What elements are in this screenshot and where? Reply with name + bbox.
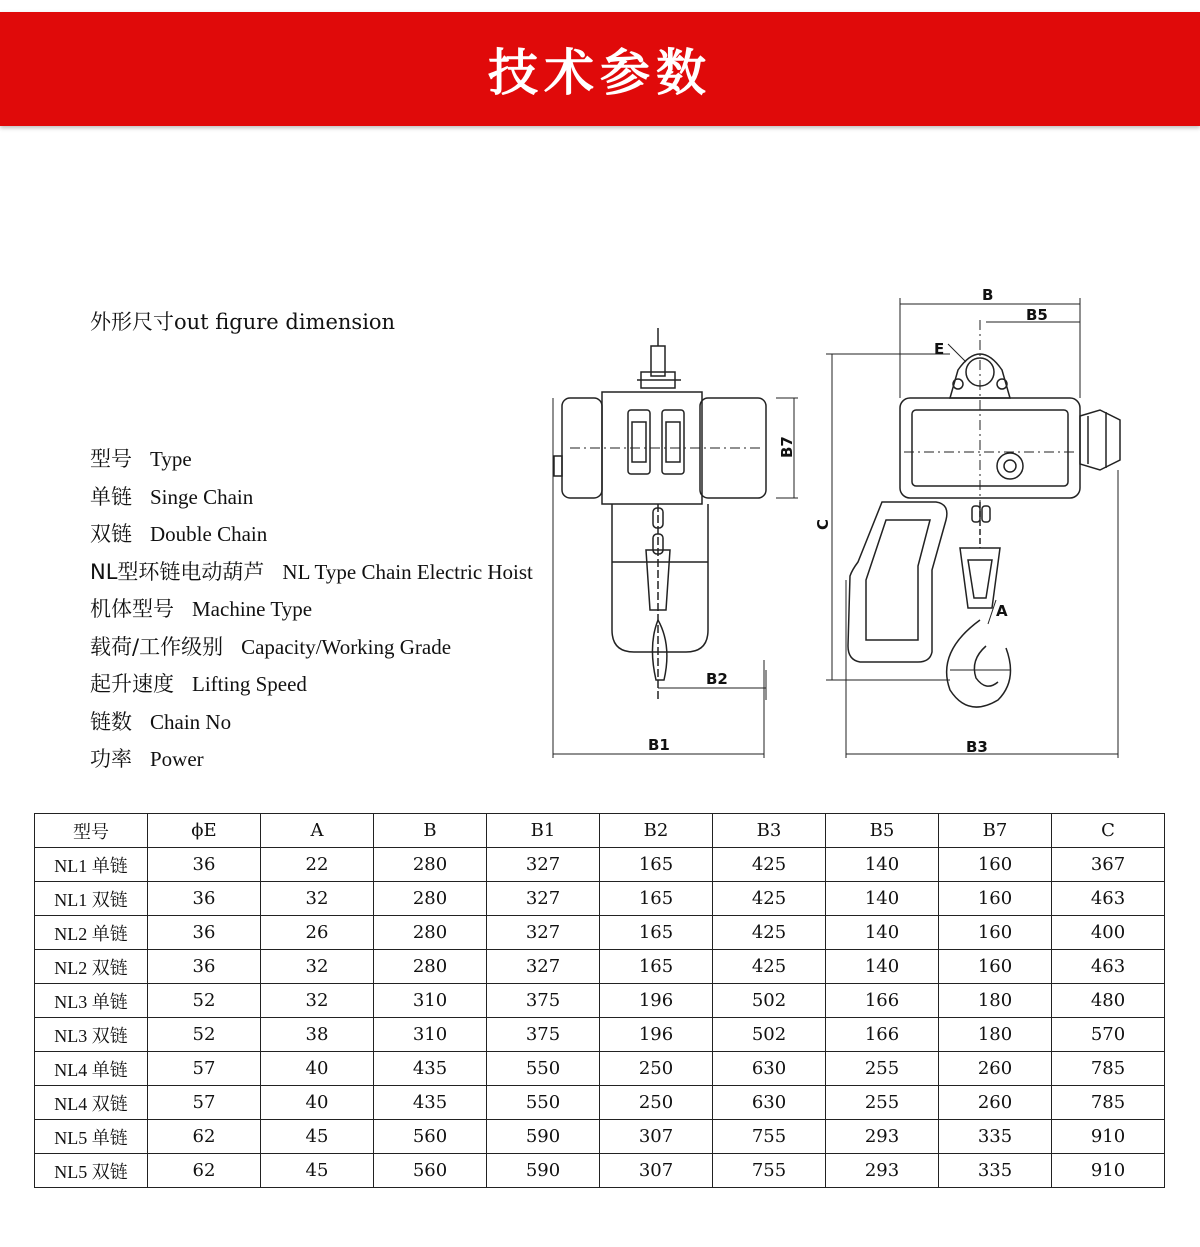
value-cell: 367 <box>1052 848 1165 882</box>
column-header: B <box>374 814 487 848</box>
value-cell: 327 <box>487 916 600 950</box>
banner-title: 技术参数 <box>488 44 712 102</box>
value-cell: 590 <box>487 1154 600 1188</box>
value-cell: 36 <box>148 882 261 916</box>
value-cell: 435 <box>374 1052 487 1086</box>
value-cell: 160 <box>939 882 1052 916</box>
value-cell: 293 <box>826 1120 939 1154</box>
value-cell: 280 <box>374 848 487 882</box>
value-cell: 36 <box>148 950 261 984</box>
dim-label-e: E <box>934 340 945 358</box>
value-cell: 62 <box>148 1120 261 1154</box>
type-cell: NL5 双链 <box>35 1154 148 1188</box>
column-header: B5 <box>826 814 939 848</box>
value-cell: 40 <box>261 1086 374 1120</box>
type-cell: NL1 单链 <box>35 848 148 882</box>
legend-item: 双链 Double Chain <box>90 522 268 546</box>
value-cell: 165 <box>600 950 713 984</box>
table-row <box>35 950 1165 984</box>
value-cell: 250 <box>600 1086 713 1120</box>
value-cell: 165 <box>600 882 713 916</box>
value-cell: 280 <box>374 916 487 950</box>
value-cell: 140 <box>826 916 939 950</box>
value-cell: 327 <box>487 882 600 916</box>
value-cell: 140 <box>826 882 939 916</box>
value-cell: 307 <box>600 1154 713 1188</box>
value-cell: 435 <box>374 1086 487 1120</box>
legend-item: 机体型号 Machine Type <box>90 597 313 621</box>
legend-item: 起升速度 Lifting Speed <box>90 672 307 696</box>
value-cell: 165 <box>600 848 713 882</box>
dim-label-b7: B7 <box>778 436 796 458</box>
legend-item: 单链 Singe Chain <box>90 484 254 509</box>
type-cell: NL4 双链 <box>35 1086 148 1120</box>
column-header: B3 <box>713 814 826 848</box>
value-cell: 40 <box>261 1052 374 1086</box>
value-cell: 32 <box>261 882 374 916</box>
value-cell: 502 <box>713 1018 826 1052</box>
value-cell: 375 <box>487 1018 600 1052</box>
value-cell: 550 <box>487 1052 600 1086</box>
value-cell: 560 <box>374 1154 487 1188</box>
value-cell: 400 <box>1052 916 1165 950</box>
table-body <box>35 848 1165 1188</box>
value-cell: 62 <box>148 1154 261 1188</box>
value-cell: 165 <box>600 916 713 950</box>
value-cell: 630 <box>713 1086 826 1120</box>
value-cell: 375 <box>487 984 600 1018</box>
value-cell: 425 <box>713 848 826 882</box>
type-cell: NL3 单链 <box>35 984 148 1018</box>
value-cell: 250 <box>600 1052 713 1086</box>
legend-item: NL型环链电动葫芦 NL Type Chain Electric Hoist <box>90 559 533 584</box>
value-cell: 38 <box>261 1018 374 1052</box>
value-cell: 160 <box>939 950 1052 984</box>
table-row <box>35 1086 1165 1120</box>
value-cell: 255 <box>826 1086 939 1120</box>
value-cell: 570 <box>1052 1018 1165 1052</box>
hoist-front-view <box>553 328 798 758</box>
value-cell: 293 <box>826 1154 939 1188</box>
value-cell: 425 <box>713 950 826 984</box>
value-cell: 280 <box>374 950 487 984</box>
value-cell: 425 <box>713 916 826 950</box>
dim-label-b1: B1 <box>648 736 670 754</box>
value-cell: 480 <box>1052 984 1165 1018</box>
value-cell: 52 <box>148 984 261 1018</box>
column-header: A <box>261 814 374 848</box>
column-header: B1 <box>487 814 600 848</box>
value-cell: 166 <box>826 984 939 1018</box>
table-row <box>35 1154 1165 1188</box>
legend-item: 链数 Chain No <box>90 709 232 734</box>
value-cell: 22 <box>261 848 374 882</box>
value-cell: 755 <box>713 1120 826 1154</box>
value-cell: 32 <box>261 984 374 1018</box>
table-row <box>35 1120 1165 1154</box>
value-cell: 335 <box>939 1154 1052 1188</box>
value-cell: 45 <box>261 1154 374 1188</box>
value-cell: 310 <box>374 1018 487 1052</box>
value-cell: 255 <box>826 1052 939 1086</box>
value-cell: 463 <box>1052 950 1165 984</box>
table-row <box>35 916 1165 950</box>
column-header: B2 <box>600 814 713 848</box>
value-cell: 910 <box>1052 1154 1165 1188</box>
type-cell: NL2 双链 <box>35 950 148 984</box>
value-cell: 463 <box>1052 882 1165 916</box>
value-cell: 560 <box>374 1120 487 1154</box>
value-cell: 36 <box>148 916 261 950</box>
value-cell: 45 <box>261 1120 374 1154</box>
dim-label-b2: B2 <box>706 670 728 688</box>
value-cell: 550 <box>487 1086 600 1120</box>
type-cell: NL5 单链 <box>35 1120 148 1154</box>
value-cell: 26 <box>261 916 374 950</box>
table-row <box>35 1052 1165 1086</box>
value-cell: 425 <box>713 882 826 916</box>
hoist-side-view <box>826 298 1120 758</box>
value-cell: 502 <box>713 984 826 1018</box>
column-header: B7 <box>939 814 1052 848</box>
value-cell: 180 <box>939 1018 1052 1052</box>
dim-label-b3: B3 <box>966 738 988 756</box>
value-cell: 785 <box>1052 1052 1165 1086</box>
value-cell: 52 <box>148 1018 261 1052</box>
legend-list <box>90 442 533 780</box>
value-cell: 630 <box>713 1052 826 1086</box>
value-cell: 57 <box>148 1086 261 1120</box>
value-cell: 327 <box>487 950 600 984</box>
spec-table <box>34 813 1165 1188</box>
type-cell: NL1 双链 <box>35 882 148 916</box>
value-cell: 310 <box>374 984 487 1018</box>
value-cell: 57 <box>148 1052 261 1086</box>
value-cell: 140 <box>826 848 939 882</box>
value-cell: 36 <box>148 848 261 882</box>
table-row <box>35 848 1165 882</box>
value-cell: 196 <box>600 984 713 1018</box>
column-header: ϕE <box>148 814 261 848</box>
value-cell: 32 <box>261 950 374 984</box>
value-cell: 160 <box>939 848 1052 882</box>
column-header: 型号 <box>35 814 148 848</box>
value-cell: 327 <box>487 848 600 882</box>
column-header: C <box>1052 814 1165 848</box>
dim-label-a: A <box>996 602 1008 620</box>
table-row <box>35 984 1165 1018</box>
type-cell: NL2 单链 <box>35 916 148 950</box>
value-cell: 307 <box>600 1120 713 1154</box>
value-cell: 180 <box>939 984 1052 1018</box>
table-header-row <box>35 814 1165 848</box>
type-cell: NL3 双链 <box>35 1018 148 1052</box>
value-cell: 335 <box>939 1120 1052 1154</box>
value-cell: 280 <box>374 882 487 916</box>
value-cell: 590 <box>487 1120 600 1154</box>
legend-item: 载荷/工作级别 Capacity/Working Grade <box>90 634 452 659</box>
legend-item: 功率 Power <box>90 747 204 771</box>
value-cell: 196 <box>600 1018 713 1052</box>
dim-label-b5: B5 <box>1026 306 1048 324</box>
hoist-dimension-drawing <box>540 280 1140 770</box>
value-cell: 260 <box>939 1052 1052 1086</box>
dim-label-c: C <box>814 518 832 530</box>
value-cell: 260 <box>939 1086 1052 1120</box>
value-cell: 140 <box>826 950 939 984</box>
value-cell: 166 <box>826 1018 939 1052</box>
value-cell: 755 <box>713 1154 826 1188</box>
value-cell: 160 <box>939 916 1052 950</box>
value-cell: 910 <box>1052 1120 1165 1154</box>
value-cell: 785 <box>1052 1086 1165 1120</box>
legend-item: 型号 Type <box>90 447 192 471</box>
dim-label-b: B <box>982 286 994 304</box>
table-row <box>35 1018 1165 1052</box>
dimension-title: 外形尺寸out figure dimension <box>90 310 396 334</box>
table-row <box>35 882 1165 916</box>
type-cell: NL4 单链 <box>35 1052 148 1086</box>
header-banner <box>0 12 1200 126</box>
